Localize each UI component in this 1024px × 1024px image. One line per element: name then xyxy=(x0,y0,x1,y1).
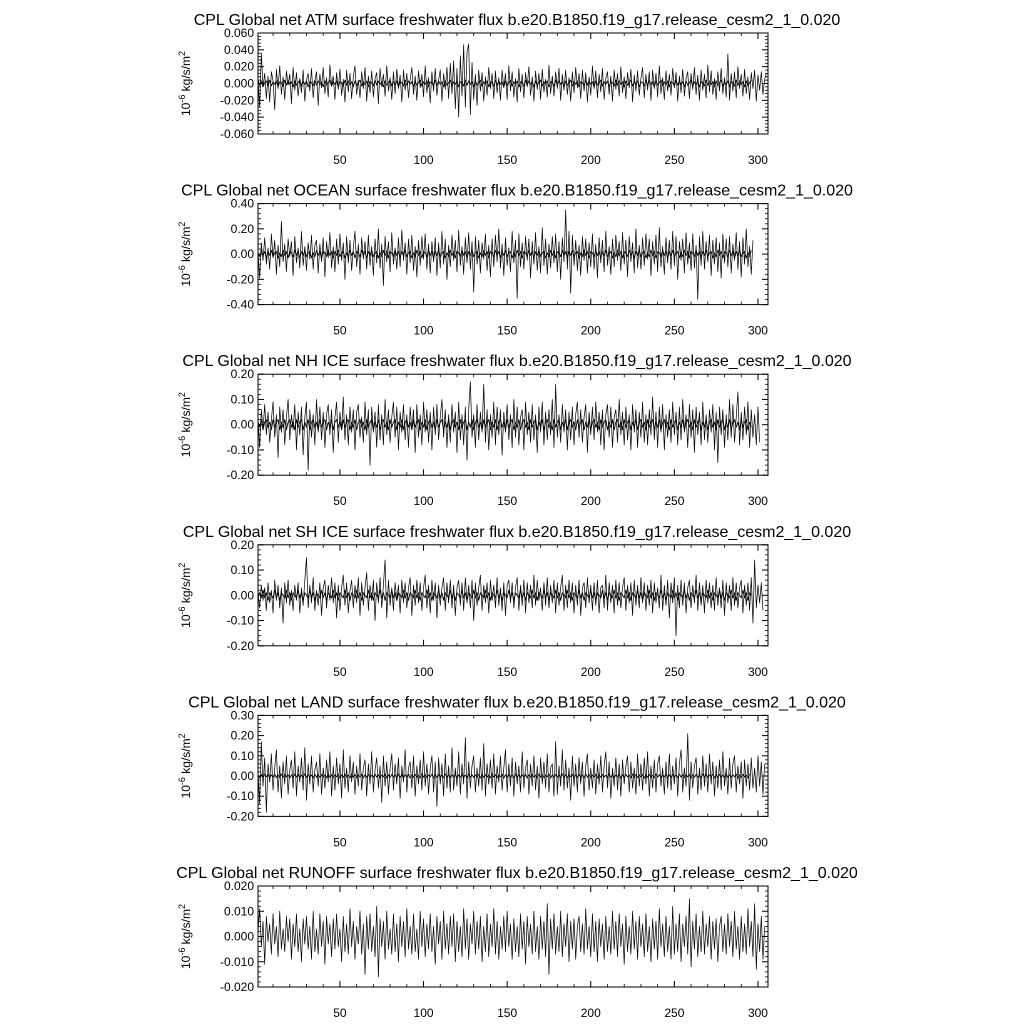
y-axis-label xyxy=(177,733,193,798)
y-tick-label: -0.010 xyxy=(219,954,254,969)
x-tick-label: 50 xyxy=(333,664,347,679)
y-tick-label: 0.020 xyxy=(223,879,254,893)
x-tick-label: 200 xyxy=(580,664,601,679)
chart-title: CPL Global net SH ICE surface freshwater flux b.e20.B1850.f19_g17.release_cesm2_1_0.020 xyxy=(182,523,852,541)
y-axis-label-unit: kg/s/m xyxy=(179,397,193,436)
y-tick-label: 0.040 xyxy=(223,42,254,57)
x-tick-label: 50 xyxy=(333,1006,347,1020)
y-tick-label: 0.010 xyxy=(223,904,254,919)
chart-title: CPL Global net RUNOFF surface freshwater flux b.e20.B1850.f19_g17.release_cesm2_1_0.020 xyxy=(176,865,858,882)
x-tick-label: 250 xyxy=(664,664,685,679)
x-tick-label: 300 xyxy=(747,1006,768,1020)
x-tick-label: 100 xyxy=(413,1006,434,1020)
y-axis-label-base: 10 xyxy=(179,102,193,117)
y-tick-label: -0.040 xyxy=(219,110,254,125)
x-tick-label: 50 xyxy=(333,153,347,167)
y-axis-label-exp: -6 xyxy=(177,94,187,103)
y-axis-label-exp: -6 xyxy=(177,265,187,274)
chart-title: CPL Global net NH ICE surface freshwater flux b.e20.B1850.f19_g17.release_cesm2_1_0.020 xyxy=(182,353,852,371)
x-tick-label: 200 xyxy=(580,153,601,167)
x-tick-label: 150 xyxy=(497,1006,518,1020)
y-axis-label-exp: -6 xyxy=(177,606,187,615)
chart-panel-2 xyxy=(177,183,853,338)
y-axis-label-unit: kg/s/m xyxy=(179,738,193,778)
x-tick-label: 200 xyxy=(580,323,601,338)
y-axis-label-sup: 2 xyxy=(177,733,187,739)
x-tick-label: 200 xyxy=(580,1006,601,1020)
x-tick-label: 250 xyxy=(664,835,685,850)
chart-title: CPL Global net ATM surface freshwater flux b.e20.B1850.f19_g17.release_cesm2_1_0.020 xyxy=(193,12,841,29)
x-tick-label: 300 xyxy=(747,494,768,509)
y-tick-label: 0.20 xyxy=(230,537,254,552)
y-axis-label-exp: -6 xyxy=(177,777,187,786)
y-axis-label-sup: 2 xyxy=(177,562,187,568)
y-tick-label: 0.00 xyxy=(230,247,254,262)
y-tick-label: 0.000 xyxy=(223,76,254,91)
x-tick-label: 100 xyxy=(413,835,434,850)
y-tick-label: 0.40 xyxy=(230,196,254,211)
x-tick-label: 150 xyxy=(497,323,518,338)
y-tick-label: 0.10 xyxy=(230,748,254,763)
chart-panel-3 xyxy=(177,353,852,508)
x-tick-label: 100 xyxy=(413,153,434,167)
y-axis-label-base: 10 xyxy=(179,955,193,970)
y-axis-label-sup: 2 xyxy=(177,50,187,56)
y-axis-label-base: 10 xyxy=(179,785,193,799)
y-axis-label-sup: 2 xyxy=(177,392,187,398)
chart-panel-5 xyxy=(177,694,846,849)
x-tick-label: 100 xyxy=(413,664,434,679)
x-tick-label: 250 xyxy=(664,153,685,167)
y-axis-label-exp: -6 xyxy=(177,947,187,956)
y-tick-label: 0.020 xyxy=(223,59,254,74)
y-tick-label: 0.060 xyxy=(223,26,254,40)
y-tick-label: -0.40 xyxy=(226,297,254,312)
y-tick-label: -0.20 xyxy=(226,272,254,287)
y-tick-label: 0.20 xyxy=(230,728,254,743)
y-tick-label: -0.20 xyxy=(226,468,254,483)
y-tick-label: 0.10 xyxy=(230,392,254,407)
y-tick-label: -0.20 xyxy=(226,809,254,824)
x-tick-label: 200 xyxy=(580,835,601,850)
x-tick-label: 250 xyxy=(664,1006,685,1020)
x-tick-label: 300 xyxy=(747,153,768,167)
y-axis-label-unit: kg/s/m xyxy=(179,55,193,95)
series-line-1 xyxy=(258,734,765,813)
x-tick-label: 50 xyxy=(333,323,347,338)
x-tick-label: 300 xyxy=(747,835,768,850)
x-tick-label: 300 xyxy=(747,323,768,338)
y-tick-label: -0.020 xyxy=(219,93,254,108)
y-axis-label-unit: kg/s/m xyxy=(179,908,193,948)
x-tick-label: 100 xyxy=(413,323,434,338)
y-axis-label-sup: 2 xyxy=(177,221,187,227)
y-tick-label: 0.00 xyxy=(230,417,254,432)
y-tick-label: 0.00 xyxy=(230,588,254,603)
y-axis-label-exp: -6 xyxy=(177,435,187,444)
series-line-1 xyxy=(258,44,766,117)
y-axis-label xyxy=(177,563,193,628)
y-tick-label: -0.20 xyxy=(226,638,254,653)
x-tick-label: 50 xyxy=(333,835,347,850)
y-axis-label-base: 10 xyxy=(179,614,193,628)
y-tick-label: -0.10 xyxy=(226,442,254,457)
y-axis-label-base: 10 xyxy=(179,443,193,458)
y-tick-label: -0.020 xyxy=(219,980,254,994)
y-axis-label-base: 10 xyxy=(179,273,193,287)
x-tick-label: 150 xyxy=(497,835,518,850)
chart-title: CPL Global net LAND surface freshwater flux b.e20.B1850.f19_g17.release_cesm2_1_0.020 xyxy=(188,694,846,712)
y-axis-label xyxy=(177,222,193,287)
x-tick-label: 150 xyxy=(497,494,518,509)
x-tick-label: 250 xyxy=(664,494,685,509)
chart-panel-4 xyxy=(177,524,851,679)
series-line-2 xyxy=(258,774,750,778)
y-tick-label: 0.20 xyxy=(230,367,254,382)
x-tick-label: 300 xyxy=(747,664,768,679)
y-axis-label-unit: kg/s/m xyxy=(179,226,193,266)
y-tick-label: 0.10 xyxy=(230,563,254,578)
y-axis-label xyxy=(177,392,193,457)
y-tick-label: -0.10 xyxy=(226,789,254,804)
y-axis-label-unit: kg/s/m xyxy=(179,567,193,607)
chart-panel-1 xyxy=(177,12,840,167)
y-tick-label: 0.00 xyxy=(230,769,254,783)
x-tick-label: 100 xyxy=(413,494,434,509)
x-tick-label: 50 xyxy=(333,494,347,509)
y-tick-label: 0.30 xyxy=(230,708,254,723)
y-tick-label: 0.20 xyxy=(230,221,254,236)
chart-panel-6 xyxy=(176,865,858,1020)
series-line-1 xyxy=(258,899,765,977)
chart-title: CPL Global net OCEAN surface freshwater flux b.e20.B1850.f19_g17.release_cesm2_1_0.020 xyxy=(181,182,853,200)
y-axis-label-sup: 2 xyxy=(177,903,187,909)
y-axis-label xyxy=(177,51,193,116)
x-tick-label: 150 xyxy=(497,664,518,679)
y-tick-label: 0.000 xyxy=(223,929,254,944)
x-tick-label: 150 xyxy=(497,153,518,167)
y-tick-label: -0.10 xyxy=(226,613,254,628)
x-tick-label: 250 xyxy=(664,323,685,338)
x-tick-label: 200 xyxy=(580,494,601,509)
y-axis-label xyxy=(177,904,193,969)
y-tick-label: -0.060 xyxy=(219,127,254,141)
